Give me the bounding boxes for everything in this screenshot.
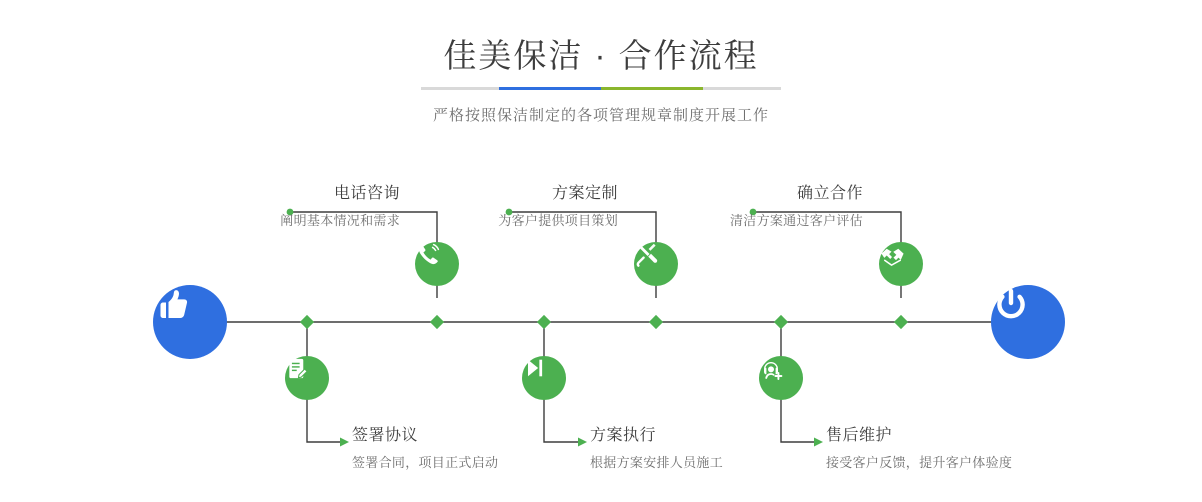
title-divider-green-segment [601,87,703,90]
step-label-6 [826,422,1166,471]
title-divider-blue-segment [499,87,601,90]
step-title-6: 售后维护 [826,427,893,444]
step-desc-6: 接受客户反馈，提升客户体验度 [826,455,1013,470]
handshake-icon [879,242,906,269]
power-icon [991,285,1031,325]
axis-diamond-step-4 [537,315,551,329]
step-title-3: 方案定制 [551,185,618,202]
connector-arrow-step-2 [340,438,349,447]
step-node-4[interactable] [522,356,566,400]
step-desc-2: 签署合同，项目正式启动 [352,455,499,470]
process-flow-diagram [0,150,1202,502]
thumbs-up-icon [153,285,193,325]
step-label-3 [340,180,618,229]
flow-end-node[interactable] [991,285,1065,359]
step-desc-3: 为客户提供项目策划 [498,213,618,228]
step-node-2[interactable] [285,356,329,400]
step-desc-5: 清洁方案通过客户评估 [729,213,863,228]
axis-diamond-step-6 [774,315,788,329]
contract-edit-icon [285,356,310,381]
axis-diamond-step-1 [430,315,444,329]
axis-diamond-step-2 [300,315,314,329]
step-title-5: 确立合作 [796,185,863,202]
axis-diamond-step-5 [894,315,908,329]
step-title-1: 电话咨询 [333,185,400,202]
page-header [0,34,1202,125]
page-subtitle: 严格按照保洁制定的各项管理规章制度开展工作 [432,107,769,124]
step-desc-4: 根据方案安排人员施工 [590,455,724,470]
step-title-4: 方案执行 [590,427,657,444]
play-step-icon [522,356,546,380]
tools-icon [634,242,660,268]
step-node-1[interactable] [415,242,459,286]
step-node-5[interactable] [879,242,923,286]
support-agent-add-icon [759,356,785,382]
page-title: 佳美保洁 · 合作流程 [443,37,759,74]
step-node-3[interactable] [634,242,678,286]
flow-start-node[interactable] [153,285,227,359]
phone-call-icon [415,242,441,268]
title-divider [421,87,781,90]
step-title-2: 签署协议 [352,427,419,444]
axis-diamond-step-3 [649,315,663,329]
step-label-5 [585,180,863,229]
step-desc-1: 阐明基本情况和需求 [280,213,400,228]
step-node-6[interactable] [759,356,803,400]
